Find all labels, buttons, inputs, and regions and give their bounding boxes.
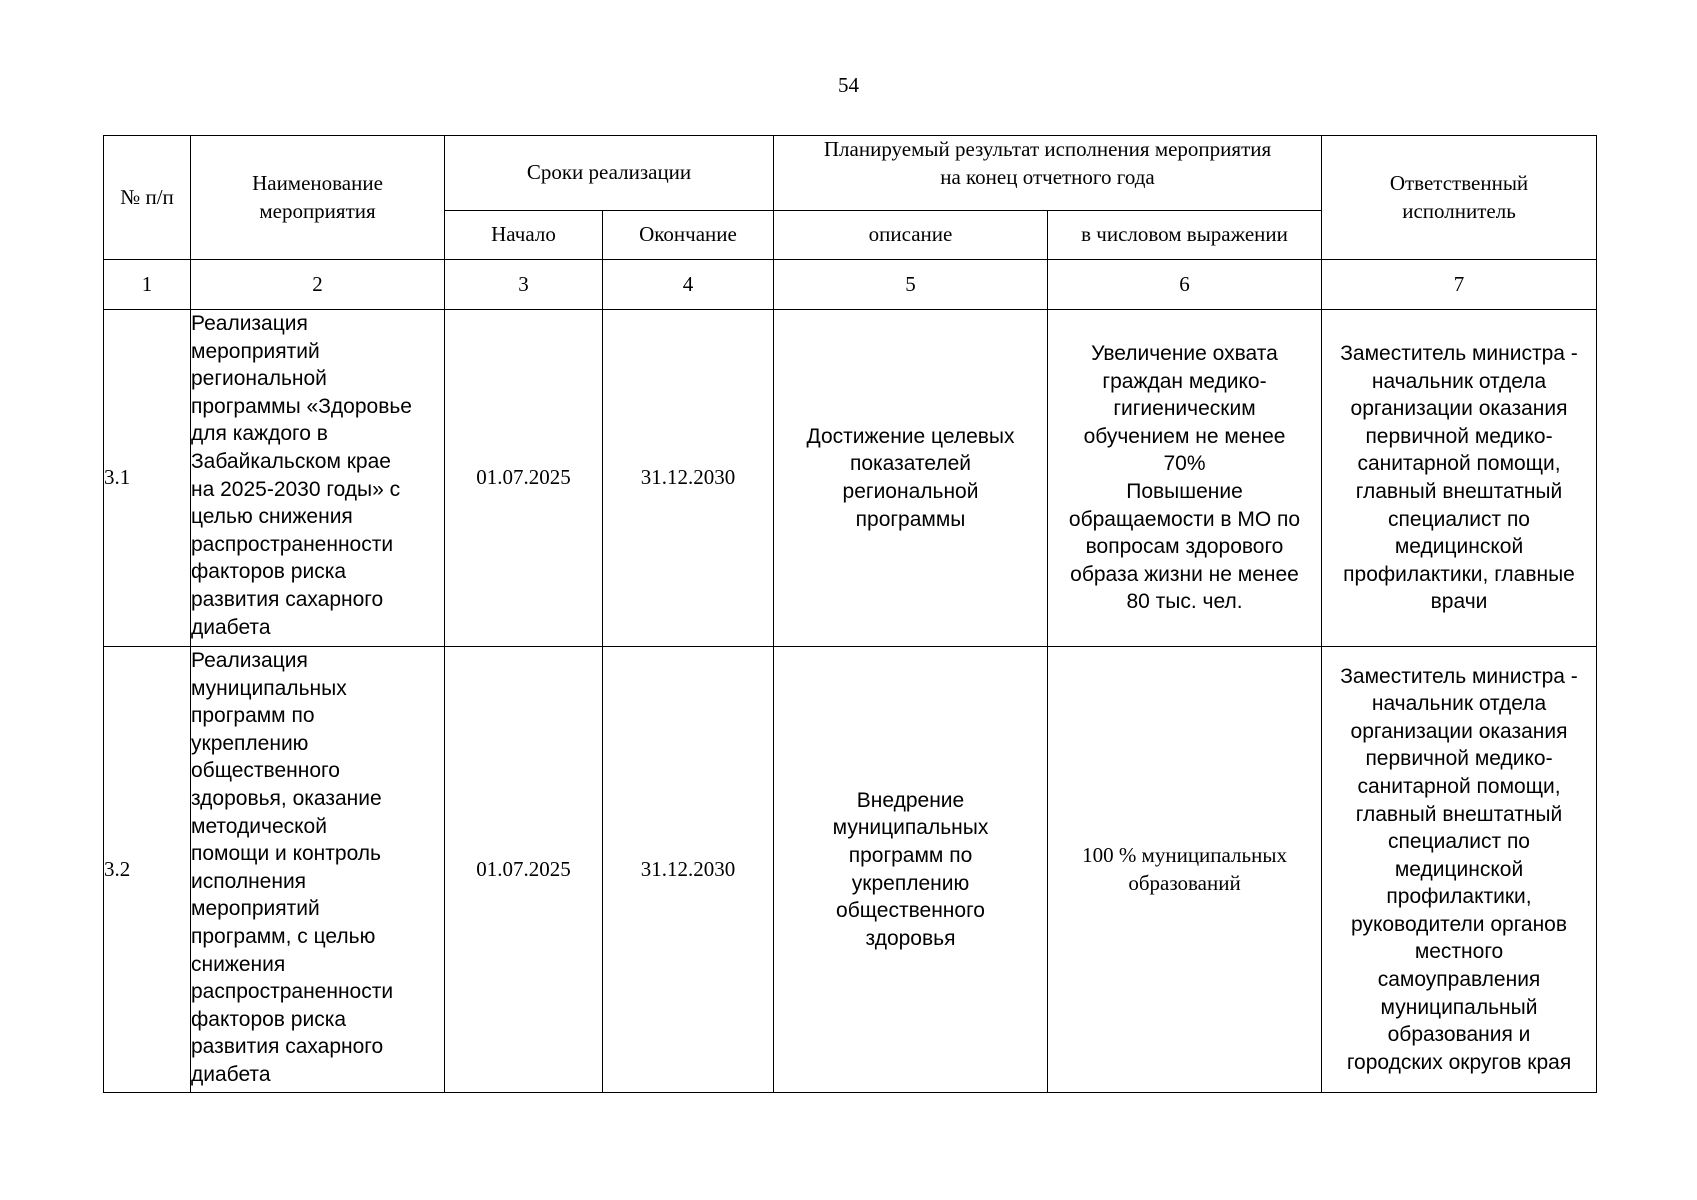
numeric-line: граждан медико- <box>1102 369 1267 393</box>
table-row <box>104 647 1597 1093</box>
activities-table <box>103 135 1597 1093</box>
column-number: 1 <box>104 260 191 310</box>
activity-name-line: методической <box>191 814 327 838</box>
activity-name-line: факторов риска <box>191 1007 347 1031</box>
header-responsible-line: Ответственный <box>1389 170 1529 195</box>
page-number: 54 <box>838 73 859 97</box>
responsible-line: организации оказания <box>1350 397 1568 421</box>
responsible-line: начальник отдела <box>1371 369 1547 393</box>
description-line: Внедрение <box>856 788 965 812</box>
responsible-executor <box>1322 310 1597 647</box>
result-numeric <box>1048 310 1322 647</box>
responsible-line: главный внештатный <box>1355 480 1563 503</box>
numeric-line: 70% <box>1163 452 1206 476</box>
numeric-line: гигиеническим <box>1113 397 1256 421</box>
activity-name-line: целью снижения <box>191 505 353 529</box>
responsible-line: санитарной помощи, <box>1357 774 1561 798</box>
column-number: 5 <box>774 260 1048 310</box>
responsible-line: городских округов края <box>1346 1050 1572 1074</box>
activity-name <box>191 310 445 647</box>
description-line: показателей <box>849 452 972 476</box>
column-number: 6 <box>1048 260 1322 310</box>
description-line: программ по <box>848 843 973 867</box>
activity-name-line: программы «Здоровье <box>191 394 412 418</box>
activity-name-line: региональной <box>191 367 327 391</box>
responsible-line: первичной медико- <box>1365 424 1553 448</box>
responsible-line: организации оказания <box>1350 719 1568 743</box>
activity-name-line: для каждого в <box>191 422 328 446</box>
responsible-line: муниципальный <box>1380 995 1538 1019</box>
result-numeric <box>1048 647 1322 1093</box>
numeric-line: образований <box>1128 870 1241 895</box>
responsible-line: Заместитель министра - <box>1340 342 1578 366</box>
header-planned-result <box>774 136 1322 211</box>
activity-name-line: снижения <box>191 952 286 976</box>
responsible-line: первичной медико- <box>1365 747 1553 771</box>
description-line: Достижение целевых <box>806 424 1015 448</box>
responsible-line: профилактики, главные <box>1343 562 1575 586</box>
activity-name-line: диабета <box>191 615 271 639</box>
activity-name-line: распространенности <box>191 980 394 1004</box>
result-description <box>774 310 1048 647</box>
column-number: 7 <box>1322 260 1597 310</box>
activity-name-line: мероприятий <box>191 897 320 921</box>
end-date: 31.12.2030 <box>603 310 774 647</box>
description-line: региональной <box>842 480 979 503</box>
column-number: 2 <box>191 260 445 310</box>
activity-name-line: Реализация <box>191 312 308 335</box>
header-name-line: мероприятия <box>259 198 376 223</box>
end-date: 31.12.2030 <box>603 647 774 1093</box>
activity-name-line: общественного <box>191 759 340 783</box>
row-number: 3.2 <box>104 647 191 1093</box>
responsible-line: образования и <box>1387 1023 1531 1047</box>
numeric-line: обращаемости в МО по <box>1068 507 1301 531</box>
result-description <box>774 647 1048 1093</box>
numeric-line: Повышение <box>1126 480 1243 503</box>
header-planned-line: на конец отчетного года <box>940 164 1155 189</box>
responsible-line: профилактики, <box>1386 885 1532 909</box>
numeric-line: 80 тыс. чел. <box>1126 590 1243 614</box>
activity-name-line: программ, с целью <box>191 924 376 948</box>
numeric-line: вопросам здорового <box>1085 535 1284 559</box>
header-description: описание <box>774 211 1048 260</box>
responsible-line: руководители органов <box>1351 912 1568 936</box>
responsible-line: местного <box>1414 940 1504 964</box>
activity-name-line: факторов риска <box>191 560 347 584</box>
description-line: муниципальных <box>832 816 989 840</box>
header-start: Начало <box>445 211 603 260</box>
activity-name-line: на 2025-2030 годы» с <box>191 477 401 501</box>
description-line: укреплению <box>851 871 970 895</box>
column-number: 4 <box>603 260 774 310</box>
responsible-line: специалист по <box>1388 507 1530 531</box>
column-number: 3 <box>445 260 603 310</box>
responsible-line: санитарной помощи, <box>1357 452 1561 476</box>
activity-name-line: мероприятий <box>191 339 320 363</box>
activity-name-line: распространенности <box>191 532 394 556</box>
activity-name-line: исполнения <box>191 869 307 893</box>
activity-name-line: здоровья, оказание <box>191 786 382 810</box>
header-numeric: в числовом выражении <box>1048 211 1322 260</box>
header-name <box>191 136 445 260</box>
header-end: Окончание <box>603 211 774 260</box>
activity-name <box>191 647 445 1093</box>
header-name-line: Наименование <box>252 170 383 195</box>
column-number-row <box>104 260 1597 310</box>
activity-name-line: помощи и контроль <box>191 842 381 866</box>
numeric-line: 100 % муниципальных <box>1082 842 1287 867</box>
responsible-line: Заместитель министра - <box>1340 664 1578 688</box>
responsible-line: самоуправления <box>1377 968 1541 992</box>
responsible-line: медицинской <box>1394 535 1524 559</box>
activity-name-line: Реализация <box>191 649 308 672</box>
start-date: 01.07.2025 <box>445 310 603 647</box>
activity-name-line: развития сахарного <box>191 1035 384 1059</box>
start-date: 01.07.2025 <box>445 647 603 1093</box>
table-row <box>104 310 1597 647</box>
responsible-line: специалист по <box>1388 830 1530 854</box>
header-responsible-line: исполнитель <box>1402 198 1516 223</box>
numeric-line: обучением не менее <box>1083 424 1286 448</box>
activity-name-line: укреплению <box>191 731 309 755</box>
header-num: № п/п <box>104 136 191 260</box>
description-line: общественного <box>836 899 985 923</box>
activity-name-line: диабета <box>191 1062 271 1086</box>
responsible-line: медицинской <box>1394 857 1524 881</box>
responsible-executor <box>1322 647 1597 1093</box>
responsible-line: главный внештатный <box>1355 802 1563 826</box>
numeric-line: Увеличение охвата <box>1091 342 1278 366</box>
header-planned-line: Планируемый результат исполнения мероприятия <box>823 137 1272 161</box>
row-number: 3.1 <box>104 310 191 647</box>
header-terms: Сроки реализации <box>445 136 774 211</box>
description-line: здоровья <box>865 926 956 950</box>
header-responsible <box>1322 136 1597 260</box>
activity-name-line: программ по <box>191 704 315 728</box>
responsible-line: начальник отдела <box>1371 692 1547 716</box>
activity-name-line: развития сахарного <box>191 587 384 611</box>
responsible-line: врачи <box>1430 590 1488 614</box>
activity-name-line: Забайкальском крае <box>191 449 391 473</box>
numeric-line: образа жизни не менее <box>1070 562 1299 586</box>
activity-name-line: муниципальных <box>191 676 347 700</box>
description-line: программы <box>855 507 966 531</box>
